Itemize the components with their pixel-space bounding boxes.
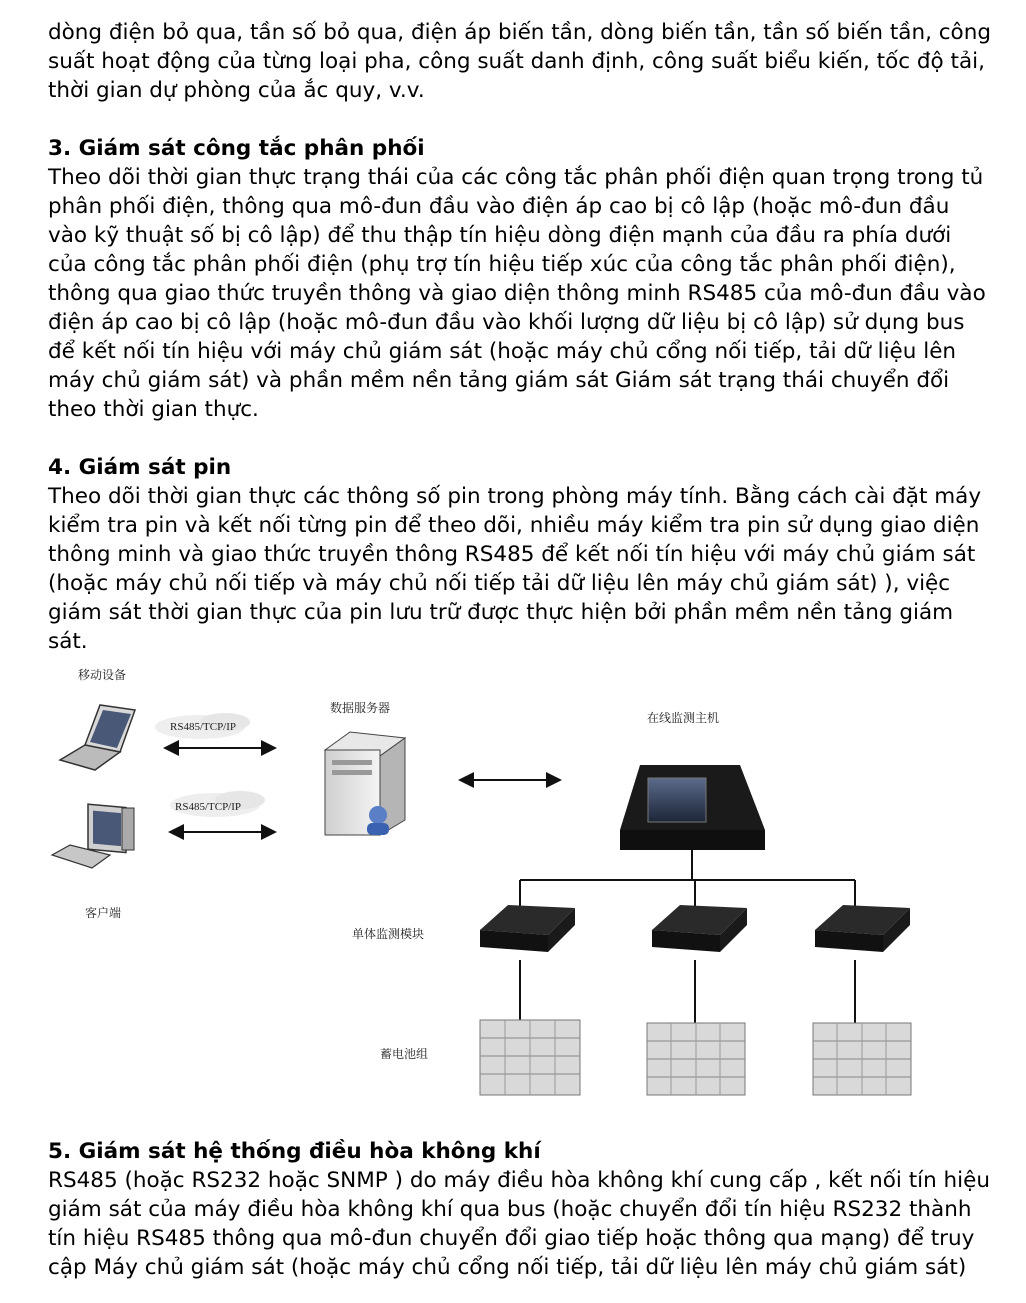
monitoring-host-label: 在线监测主机 — [647, 711, 720, 725]
link-1-label: RS485/TCP/IP — [170, 721, 237, 733]
section-5 — [48, 1137, 998, 1282]
battery-rack-1 — [480, 1020, 580, 1095]
mobile-device-label: 移动设备 — [78, 668, 127, 682]
intro-paragraph — [48, 18, 998, 105]
battery-rack-3 — [813, 1023, 911, 1095]
battery-monitoring-diagram — [40, 660, 1000, 1100]
server-icon — [325, 732, 405, 835]
monitoring-module-2 — [652, 905, 747, 952]
monitoring-host-icon — [620, 765, 765, 850]
battery-rack-2 — [647, 1023, 745, 1095]
monitoring-module-3 — [815, 905, 910, 952]
client-label: 客户端 — [85, 906, 122, 920]
data-server-label: 数据服务器 — [330, 701, 391, 715]
section-3-heading: 3. Giám sát công tắc phân phối — [48, 136, 425, 161]
section-4-body: Theo dõi thời gian thực các thông số pin trong phòng máy tính. Bằng cách cài đặt máy kiểm tra pin và kết nối từng pin để theo dõi, nhiều máy kiểm tra pin sử dụng giao diện thông minh và giao thức truyền thông RS485 để kết nối tín hiệu với máy chủ giám sát (hoặc máy chủ nối tiếp và máy chủ nối tiếp tải dữ liệu lên máy chủ giám sát) ), việc giám sát thời gian thực của pin lưu trữ được thực hiện bởi phần mềm nền tảng giám sát. — [48, 484, 982, 654]
section-3 — [48, 134, 998, 424]
monitoring-module-1 — [480, 905, 575, 952]
section-4-heading: 4. Giám sát pin — [48, 455, 232, 480]
desktop-computer-icon — [52, 804, 134, 868]
section-5-heading: 5. Giám sát hệ thống điều hòa không khí — [48, 1139, 541, 1164]
laptop-icon — [60, 705, 135, 770]
section-4 — [48, 453, 998, 656]
link-2-label: RS485/TCP/IP — [175, 801, 242, 813]
intro-text: dòng điện bỏ qua, tần số bỏ qua, điện áp biến tần, dòng biến tần, tần số biến tần, công suất hoạt động của từng loại pha, công suất danh định, công suất biểu kiến, tốc độ tải, thời gian dự phòng của ắc quy, v.v. — [48, 20, 991, 103]
section-5-body: RS485 (hoặc RS232 hoặc SNMP ) do máy điều hòa không khí cung cấp , kết nối tín hiệu giám sát của máy điều hòa không khí qua bus (hoặc chuyển đổi tín hiệu RS232 thành tín hiệu RS485 thông qua mô-đun chuyển đổi giao tiếp hoặc thông qua mạng) để truy cập Máy chủ giám sát (hoặc máy chủ cổng nối tiếp, tải dữ liệu lên máy chủ giám sát) — [48, 1168, 991, 1280]
battery-group-label: 蓄电池组 — [380, 1047, 429, 1061]
monitoring-module-label: 单体监测模块 — [352, 927, 425, 941]
section-3-body: Theo dõi thời gian thực trạng thái của các công tắc phân phối điện quan trọng trong tủ phân phối điện, thông qua mô-đun đầu vào điện áp cao bị cô lập (hoặc mô-đun đầu vào kỹ thuật số bị cô lập) để thu thập tín hiệu dòng điện mạnh của đầu ra phía dưới của công tắc phân phối điện (phụ trợ tín hiệu tiếp xúc của công tắc phân phối điện), thông qua giao thức truyền thông và giao diện thông minh RS485 của mô-đun đầu vào điện áp cao bị cô lập (hoặc mô-đun đầu vào khối lượng dữ liệu bị cô lập) sử dụng bus để kết nối tín hiệu với máy chủ giám sát (hoặc máy chủ cổng nối tiếp, tải dữ liệu lên máy chủ giám sát) và phần mềm nền tảng giám sát Giám sát trạng thái chuyển đổi theo thời gian thực. — [48, 165, 986, 422]
